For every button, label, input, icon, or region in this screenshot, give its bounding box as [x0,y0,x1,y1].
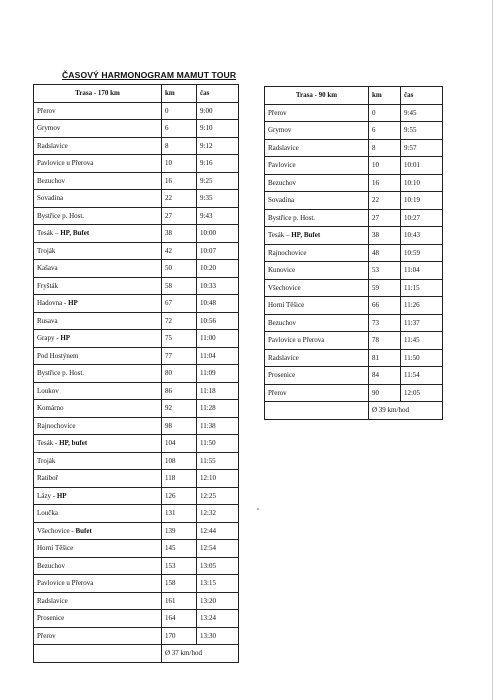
table-row [34,365,239,383]
route-170-rows [34,102,239,662]
route-90-rows [265,104,443,419]
place-name: Pavlovice [268,161,296,170]
time-cell: 10:10 [401,174,443,192]
km-cell: 10 [162,155,197,173]
table-row [34,557,239,575]
place-cell [265,384,369,402]
table-row [265,279,443,297]
km-cell: 131 [162,505,197,523]
time-cell: 9:16 [197,155,239,173]
time-cell: 9:12 [197,137,239,155]
time-cell: 13:15 [197,575,239,593]
place-name: Kunovice [268,266,296,275]
place-name: Bystřice p. Host. [268,213,316,222]
place-cell [265,367,369,385]
time-cell: 10:33 [197,277,239,295]
blank-cell [265,402,369,420]
column-header-time: čas [197,85,239,103]
time-cell: 9:45 [401,104,443,122]
place-name: Troják [37,246,56,255]
table-row [265,349,443,367]
time-cell: 11:04 [401,262,443,280]
place-cell [34,557,162,575]
table-row [34,260,239,278]
place-name: Prosenice [37,614,65,623]
km-cell: 80 [162,365,197,383]
table-row [265,227,443,245]
place-name: Radslavice [268,143,299,152]
table-row [34,505,239,523]
km-cell: 67 [162,295,197,313]
place-cell [34,277,162,295]
place-name: Tesák - [37,439,60,448]
table-row [34,470,239,488]
place-name: Bezuchov [268,318,296,327]
place-cell [34,312,162,330]
km-cell: 90 [369,384,401,402]
km-cell: 38 [369,227,401,245]
table-row [34,207,239,225]
place-name: Troják [37,456,56,465]
place-name: Pod Hostýnem [37,351,79,360]
place-name: Grymov [37,124,61,133]
km-cell: 158 [162,575,197,593]
time-cell: 13:30 [197,627,239,645]
place-name: Fryšták [37,281,58,290]
table-row [265,122,443,140]
time-cell: 11:15 [401,279,443,297]
average-speed-row [265,402,443,420]
scan-page-edge [492,0,493,700]
km-cell: 8 [162,137,197,155]
time-cell: 10:43 [401,227,443,245]
km-cell: 81 [369,349,401,367]
km-cell: 22 [162,190,197,208]
place-cell [265,314,369,332]
time-cell: 12:44 [197,522,239,540]
place-cell [34,102,162,120]
place-name: Prosenice [268,371,296,380]
table-row [265,314,443,332]
km-cell: 38 [162,225,197,243]
km-cell: 59 [369,279,401,297]
table-row [34,522,239,540]
time-cell: 13:20 [197,592,239,610]
place-name: Komárno [37,404,64,413]
km-cell: 42 [162,242,197,260]
table-row [265,332,443,350]
time-cell: 10:56 [197,312,239,330]
place-name: Rajnochovice [37,421,76,430]
table-row [265,209,443,227]
place-name: Radslavice [37,596,68,605]
time-cell: 9:57 [401,139,443,157]
km-cell: 27 [369,209,401,227]
place-name: Horní Těšice [37,544,74,553]
place-cell [34,417,162,435]
time-cell: 11:55 [197,452,239,470]
table-row [34,225,239,243]
table-row [34,592,239,610]
place-cell [34,330,162,348]
place-cell [34,435,162,453]
km-cell: 53 [369,262,401,280]
place-name: Loukov [37,386,59,395]
table-row [34,295,239,313]
time-cell: 12:54 [197,540,239,558]
km-cell: 126 [162,487,197,505]
time-cell: 10:59 [401,244,443,262]
table-row [34,120,239,138]
place-cell [34,400,162,418]
place-cell [265,192,369,210]
km-cell: 27 [162,207,197,225]
time-cell: 10:00 [197,225,239,243]
place-name: Kašava [37,264,58,273]
km-cell: 145 [162,540,197,558]
km-cell: 164 [162,610,197,628]
table-row [265,384,443,402]
blank-cell [34,645,162,663]
place-cell [265,244,369,262]
place-name: Lázy - [37,491,57,500]
place-cell [265,227,369,245]
place-name: Hadovna - [37,299,69,308]
table-row [34,102,239,120]
place-note: HP, bufet [59,439,88,448]
place-name: Tesák – [37,229,61,238]
route-90-table [264,86,443,420]
time-cell: 10:27 [401,209,443,227]
place-name: Bystřice p. Host. [37,211,85,220]
column-header-route: Trasa - 170 km [34,85,162,103]
place-cell [34,225,162,243]
place-name: Sovadina [37,194,64,203]
time-cell: 9:00 [197,102,239,120]
time-cell: 11:50 [401,349,443,367]
place-cell [34,505,162,523]
place-note: HP, Bufet [60,229,90,238]
place-name: Přerov [268,388,287,397]
km-cell: 73 [369,314,401,332]
km-cell: 48 [369,244,401,262]
time-cell: 13:24 [197,610,239,628]
km-cell: 77 [162,347,197,365]
km-cell: 0 [162,102,197,120]
table-row [34,417,239,435]
table-row [34,190,239,208]
place-cell [265,104,369,122]
average-speed-row [34,645,239,663]
time-cell: 11:45 [401,332,443,350]
page-title: ČASOVÝ HARMONOGRAM MAMUT TOUR [62,70,237,80]
km-cell: 108 [162,452,197,470]
place-cell [34,347,162,365]
place-cell [34,155,162,173]
km-cell: 170 [162,627,197,645]
table-row [34,400,239,418]
average-speed: Ø 39 km/hod [369,402,443,420]
table-header-row [265,87,443,105]
km-cell: 86 [162,382,197,400]
time-cell: 12:05 [401,384,443,402]
time-cell: 12:25 [197,487,239,505]
place-cell [34,382,162,400]
place-cell [34,120,162,138]
km-cell: 84 [369,367,401,385]
average-speed: Ø 37 km/hod [162,645,239,663]
table-row [34,435,239,453]
km-cell: 10 [369,157,401,175]
place-note: HP [60,334,71,343]
km-cell: 58 [162,277,197,295]
place-cell [34,575,162,593]
km-cell: 16 [162,172,197,190]
table-row [34,540,239,558]
place-name: Rajnochovice [268,248,307,257]
place-name: Bezuchov [37,176,65,185]
place-cell [34,242,162,260]
place-name: Pavlovice u Přerova [37,159,94,168]
table-row [34,575,239,593]
column-header-time: čas [401,87,443,105]
table-row [265,174,443,192]
time-cell: 10:19 [401,192,443,210]
scan-speck [257,508,259,510]
time-cell: 11:37 [401,314,443,332]
table-row [34,347,239,365]
place-name: Ratiboř [37,474,58,483]
time-cell: 9:35 [197,190,239,208]
table-row [34,242,239,260]
place-cell [34,452,162,470]
km-cell: 78 [369,332,401,350]
table-row [265,192,443,210]
table-row [34,330,239,348]
column-header-route: Trasa - 90 km [265,87,369,105]
place-name: Radslavice [37,141,68,150]
time-cell: 11:38 [197,417,239,435]
table-row [34,627,239,645]
km-cell: 92 [162,400,197,418]
place-name: Tesák – [268,231,292,240]
place-cell [34,295,162,313]
place-name: Přerov [37,631,56,640]
km-cell: 104 [162,435,197,453]
place-cell [265,279,369,297]
table-row [34,155,239,173]
km-cell: 6 [369,122,401,140]
table-row [34,382,239,400]
km-cell: 22 [369,192,401,210]
column-header-km: km [162,85,197,103]
table-row [265,262,443,280]
place-cell [265,157,369,175]
place-note: HP, Bufet [291,231,321,240]
time-cell: 9:10 [197,120,239,138]
table-row [34,452,239,470]
time-cell: 9:43 [197,207,239,225]
time-cell: 11:54 [401,367,443,385]
place-cell [265,209,369,227]
km-cell: 98 [162,417,197,435]
table-row [34,137,239,155]
table-row [265,297,443,315]
place-cell [34,190,162,208]
time-cell: 11:00 [197,330,239,348]
table-row [265,104,443,122]
time-cell: 11:04 [197,347,239,365]
time-cell: 13:05 [197,557,239,575]
place-note: Bufet [75,526,92,535]
place-cell [265,122,369,140]
table-row [265,244,443,262]
table-row [34,277,239,295]
place-name: Loučka [37,509,58,518]
time-cell: 11:28 [197,400,239,418]
time-cell: 10:01 [401,157,443,175]
time-cell: 12:32 [197,505,239,523]
km-cell: 72 [162,312,197,330]
place-name: Grymov [268,126,292,135]
km-cell: 118 [162,470,197,488]
place-cell [34,540,162,558]
place-cell [265,297,369,315]
km-cell: 161 [162,592,197,610]
table-row [34,172,239,190]
place-cell [34,260,162,278]
place-cell [34,207,162,225]
time-cell: 11:50 [197,435,239,453]
table-row [265,367,443,385]
place-name: Radslavice [268,353,299,362]
place-name: Všechovice [268,283,301,292]
place-name: Pavlovice u Přerova [268,336,325,345]
place-cell [34,610,162,628]
table-row [34,487,239,505]
km-cell: 75 [162,330,197,348]
place-name: Přerov [268,108,287,117]
time-cell: 10:07 [197,242,239,260]
place-cell [34,470,162,488]
km-cell: 66 [369,297,401,315]
place-note: HP [68,299,78,308]
time-cell: 11:26 [401,297,443,315]
km-cell: 8 [369,139,401,157]
table-row [34,312,239,330]
place-name: Bezuchov [268,178,296,187]
time-cell: 11:18 [197,382,239,400]
km-cell: 50 [162,260,197,278]
place-note: HP [56,491,67,500]
place-name: Přerov [37,106,56,115]
km-cell: 16 [369,174,401,192]
place-cell [265,332,369,350]
table-row [265,157,443,175]
time-cell: 10:20 [197,260,239,278]
place-cell [34,137,162,155]
place-cell [34,592,162,610]
place-name: Pavlovice u Přerova [37,579,94,588]
km-cell: 0 [369,104,401,122]
table-row [265,139,443,157]
place-name: Všechovice - [37,526,76,535]
time-cell: 9:55 [401,122,443,140]
place-cell [265,139,369,157]
place-cell [34,365,162,383]
place-name: Bezuchov [37,561,65,570]
place-cell [34,627,162,645]
time-cell: 11:09 [197,365,239,383]
place-cell [265,349,369,367]
place-cell [34,487,162,505]
place-name: Grapy - [37,334,61,343]
time-cell: 9:25 [197,172,239,190]
place-name: Sovadina [268,196,295,205]
km-cell: 6 [162,120,197,138]
place-cell [34,522,162,540]
place-name: Rusava [37,316,58,325]
place-name: Horní Těšice [268,301,305,310]
time-cell: 12:10 [197,470,239,488]
table-row [34,610,239,628]
km-cell: 153 [162,557,197,575]
place-cell [34,172,162,190]
table-header-row [34,85,239,103]
place-name: Bystřice p. Host. [37,369,85,378]
time-cell: 10:48 [197,295,239,313]
place-cell [265,262,369,280]
column-header-km: km [369,87,401,105]
place-cell [265,174,369,192]
route-170-table [33,84,239,663]
km-cell: 139 [162,522,197,540]
